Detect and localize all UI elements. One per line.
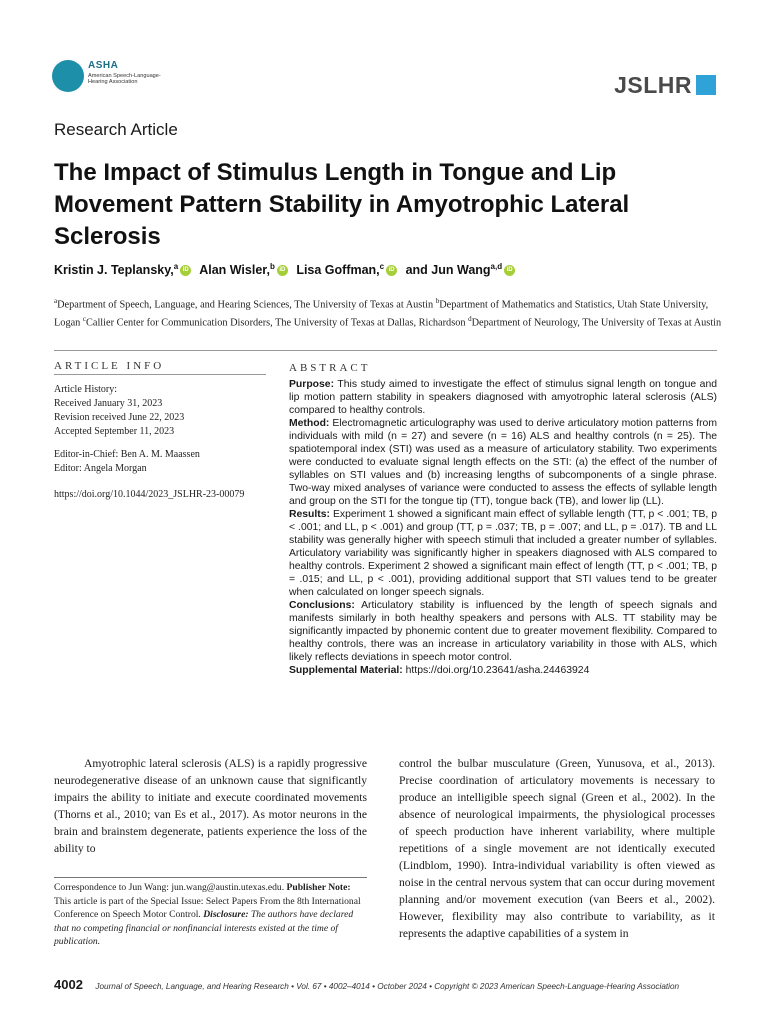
body-column-right: control the bulbar musculature (Green, Yunusova, et al., 2013). Precise coordination of articulatory movements is necessary to produce an intelligible speech signal (Green et al., 2002). In the absence of neurological impairments, the physiological processes of speech production have inherent variability, where multiple repetitions of a single movement are not identically executed (Lindblom, 1990). Intra-individual variability is often viewed as noise in the central nervous system that can occur during movement planning and/or movement execution (van Beers et al., 2002). However, flexibility may also contribute to variability, as it represents the adaptive capabilities of a system in — [399, 757, 715, 940]
affiliation-mark: c — [82, 315, 86, 324]
author-affiliation-mark: b — [269, 262, 275, 271]
article-info-heading: ARTICLE INFO — [54, 360, 165, 372]
supplemental-label: Supplemental Material: — [289, 665, 403, 676]
asha-logo — [52, 60, 172, 96]
disclosure-label: Disclosure: — [203, 909, 249, 920]
publisher-note: This article is part of the Special Issue: Select Papers From the 8th International Conference on Speech Motor Control. — [54, 895, 361, 920]
purpose-text: This study aimed to investigate the effect of stimulus signal length on tongue and lip motion pattern stability in speakers diagnosed with amyotrophic lateral sclerosis (ALS) compared to healthy controls. — [289, 379, 718, 416]
history-label: Article History: — [54, 384, 118, 395]
affiliation-mark: a — [54, 297, 58, 305]
purpose-label: Purpose: — [289, 379, 335, 390]
method-label: Method: — [289, 418, 330, 429]
abstract-heading: ABSTRACT — [289, 362, 371, 374]
affiliation-mark: d — [468, 315, 472, 324]
affiliations — [54, 294, 724, 331]
conclusions-text: Articulatory stability is influenced by the length of speech signals and manifests similarly in both healthy speakers and persons with ALS. TT stability may be significantly impacted by phonemic content due to greater movement flexibility. Compared to healthy controls, there was an increase in articulatory variability in those with ALS, which likely reflects deviations in speech motor control. — [289, 600, 717, 663]
received-date: Received January 31, 2023 — [54, 398, 163, 409]
author-name: Kristin J. Teplansky, — [54, 263, 174, 278]
author-list — [54, 262, 734, 277]
orcid-icon[interactable]: iD — [386, 265, 397, 276]
affiliation-text: Department of Speech, Language, and Hearing Sciences, The University of Texas at Austin — [57, 299, 434, 311]
affiliation-text: Callier Center for Communication Disorders, The University of Texas at Dallas, Richardson — [86, 317, 466, 329]
disclosure-text: The authors have declared that no competing financial or nonfinancial interests existed at the time of publication. — [54, 909, 354, 947]
revised-date: Revision received June 22, 2023 — [54, 412, 185, 423]
supplemental-link[interactable]: https://doi.org/10.23641/asha.24463924 — [405, 665, 590, 676]
divider — [54, 350, 717, 351]
author-name: Alan Wisler, — [199, 263, 270, 278]
orcid-icon[interactable]: iD — [180, 265, 191, 276]
results-label: Results: — [289, 509, 330, 520]
author-name: and Jun Wang — [405, 263, 491, 278]
author-affiliation-mark: a — [173, 262, 179, 271]
affiliation-text: Department of Neurology, The University of Texas at Austin — [471, 317, 722, 329]
publisher-name: ASHA — [88, 60, 119, 71]
correspondence: Correspondence to Jun Wang: jun.wang@austin.utexas.edu. — [54, 882, 285, 893]
page-number: 4002 — [54, 977, 83, 992]
journal-badge — [614, 70, 716, 100]
publisher-full-name: American Speech-Language-Hearing Association — [88, 73, 161, 86]
publisher-note-label: Publisher Note: — [286, 882, 351, 893]
orcid-icon[interactable]: iD — [504, 265, 515, 276]
editor-in-chief: Editor-in-Chief: Ben A. M. Maassen — [54, 449, 200, 460]
article-history — [54, 383, 184, 439]
footnote — [54, 881, 367, 949]
article-type: Research Article — [54, 120, 178, 139]
article-doi-link[interactable]: https://doi.org/10.1044/2023_JSLHR-23-00079 — [54, 489, 245, 500]
abstract-body — [289, 378, 717, 677]
results-text: Experiment 1 showed a significant main effect of syllable length (TT, p < .001; TB, p < .001; and LL, p < .001) and group (TT, p = .037; TB, p = .007; and LL, p = .017). TB and LL stability was generally higher with speech stimuli that included a greater number of syllables. Articulatory variability was significantly higher in speakers diagnosed with ALS compared to healthy controls. Experiment 2 showed a significant main effect of length (TT, p < .001; TB, p = .015; and LL, p < .001), providing additional support that STI values tend to be greater when calculated on longer speech signals. — [289, 509, 717, 598]
conclusions-label: Conclusions: — [289, 600, 355, 611]
journal-name: JSLHR — [614, 71, 692, 98]
affiliation-text: Department of Mathematics and Statistics, Utah State University, Logan — [54, 299, 709, 329]
page-footer — [54, 976, 724, 994]
editors — [54, 448, 200, 476]
footer-citation: Journal of Speech, Language, and Hearing Research • Vol. 67 • 4002–4014 • October 2024 • Copyright © 2023 American Speech-Language-Hearing Association — [95, 982, 680, 991]
editor: Editor: Angela Morgan — [54, 463, 147, 474]
asha-emblem-icon — [52, 60, 84, 92]
author-affiliation-mark: c — [379, 262, 385, 271]
method-text: Electromagnetic articulography was used to derive articulatory motion patterns from individuals with mild (n = 27) and severe (n = 16) ALS and healthy controls (n = 25). The spatiotemporal index (STI) was used as a measure of articulatory stability. Two experiments were conducted to evaluate signal length effects on the STI: (a) the effect of the number of syllables on STI values and (b) increasing lengths of subcomponents of a single phrase. Two-way mixed analyses of variance were conducted to assess the effects of syllable length and group on the STI for the tongue tip (TT), tongue back (TB), and lower lip (LL). — [289, 418, 717, 507]
article-title: The Impact of Stimulus Length in Tongue and Lip Movement Pattern Stability in Amyotrophic Lateral Sclerosis — [54, 159, 630, 250]
accepted-date: Accepted September 11, 2023 — [54, 426, 175, 437]
affiliation-mark: b — [435, 297, 440, 305]
orcid-icon[interactable]: iD — [277, 265, 288, 276]
body-column-left: Amyotrophic lateral sclerosis (ALS) is a rapidly progressive neurodegenerative disease of an unknown cause that significantly impairs the ability to initiate and execute coordinated movements (Thorns et al., 2010; van Es et al., 2017). As motor neurons in the brain and brainstem degenerate, patients experience the loss of the ability to — [54, 757, 367, 855]
journal-square-icon — [696, 75, 716, 95]
divider — [54, 374, 266, 375]
footnote-divider — [54, 877, 367, 878]
author-affiliation-mark: a,d — [490, 262, 503, 271]
author-name: Lisa Goffman, — [296, 263, 380, 278]
